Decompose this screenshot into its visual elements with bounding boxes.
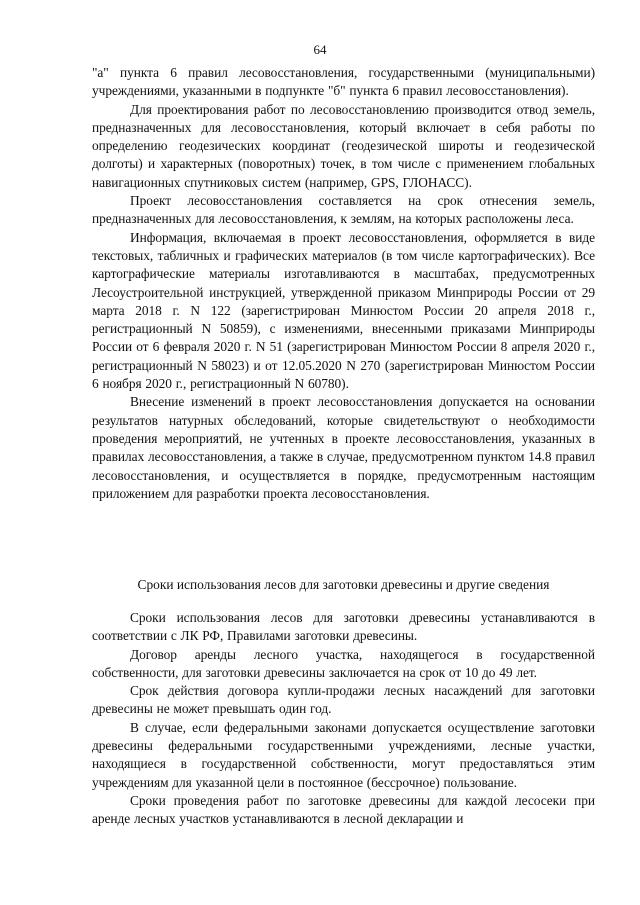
paragraph-project-materials: Информация, включаемая в проект лесовосстановления, оформляется в виде текстовых, табличных и графических материалов (в том числе картографических). Все картографические материалы изготавливаются в масштабах, предусмотренных Лесоустроительной инструкцией, утвержденной приказом Минприроды России от 29 марта 2018 г. N 122 (зарегистрирован Минюстом России 20 апреля 2018 г., регистрационный N 50859), с изменениями, внесенными приказами Минприроды России от 6 февраля 2020 г. N 51 (зарегистрирован Минюстом России 8 апреля 2020 г., регистрационный N 58023) и от 12.05.2020 N 270 (зарегистрирован Минюстом России 6 ноября 2020 г., регистрационный N 60780).: [92, 229, 595, 392]
paragraph-federal-institutions: В случае, если федеральными законами допускается осуществление заготовки древесины федеральными государственными учреждениями, лесные участки, находящиеся в государственной собственности, могут предоставляться этим учреждениям для указанной цели в постоянное (бессрочное) пользование.: [92, 719, 595, 790]
paragraph-lease-term: Договор аренды лесного участка, находящегося в государственной собственности, для заготовки древесины заключается на срок от 10 до 49 лет.: [92, 646, 595, 680]
paragraph-usage-terms: Сроки использования лесов для заготовки древесины устанавливаются в соответствии с ЛК РФ, Правилами заготовки древесины.: [92, 610, 595, 644]
paragraph-sale-contract: Срок действия договора купли-продажи лесных насаждений для заготовки древесины не может превышать один год.: [92, 683, 595, 717]
body-text-upper: [92, 64, 595, 503]
page-number: 64: [313, 42, 327, 57]
body-text-lower: [92, 609, 595, 829]
paragraph-project-term: Проект лесовосстановления составляется на срок отнесения земель, предназначенных для лесовосстановления, к землям, на которых расположены леса.: [92, 193, 595, 227]
paragraph-land-allotment: Для проектирования работ по лесовосстановлению производится отвод земель, предназначенных для лесовосстановления, который включает в себя работы по определению геодезических координат (геодезической широты и геодезической долготы) и характерных (поворотных) точек, в том числе с применением глобальных навигационных спутниковых систем (например, GPS, ГЛОНАСС).: [92, 101, 595, 190]
paragraph-work-terms: Сроки проведения работ по заготовке древесины для каждой лесосеки при аренде лесных участков устанавливаются в лесной декларации и: [92, 792, 595, 827]
paragraph-continuation: "а" пункта 6 правил лесовосстановления, государственными (муниципальными) учреждениями, указанными в подпункте "б" пункта 6 правил лесовосстановления).: [92, 65, 595, 99]
paragraph-project-changes: Внесение изменений в проект лесовосстановления допускается на основании результатов натурных обследований, которые свидетельствуют о необходимости проведения мероприятий, не учтенных в проекте лесовосстановления, указанных в правилах лесовосстановления, а также в случае, предусмотренном пунктом 14.8 правил лесовосстановления, и осуществляется в порядке, предусмотренным настоящим приложением для разработки проекта лесовосстановления.: [92, 394, 595, 501]
section-heading: Сроки использования лесов для заготовки древесины и другие сведения: [137, 577, 550, 592]
